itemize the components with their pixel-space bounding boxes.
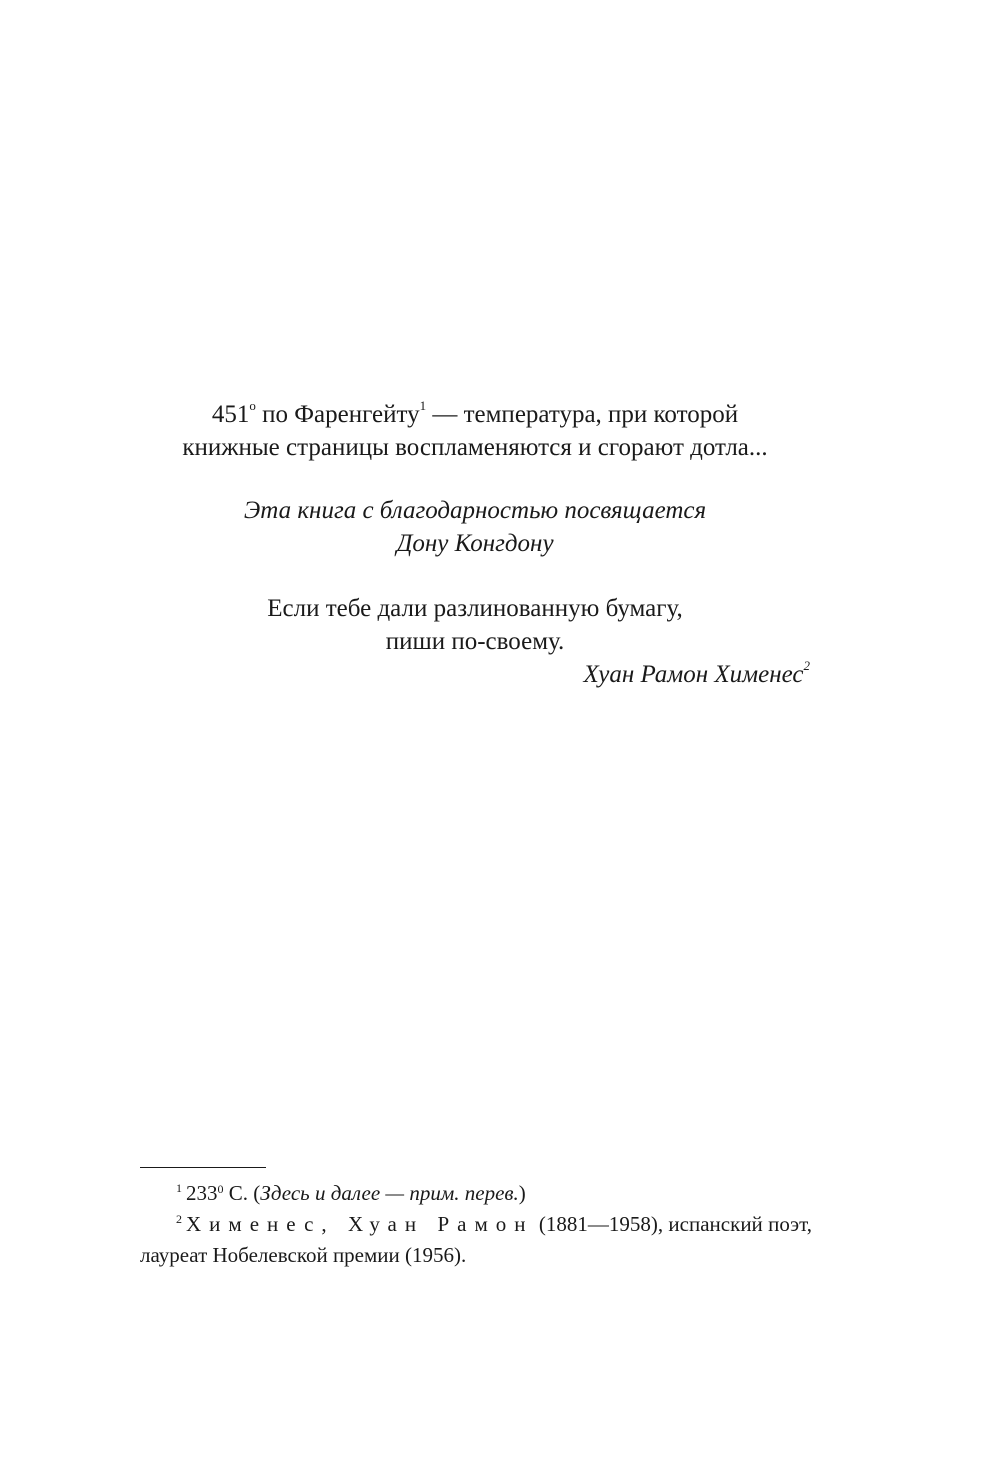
dedication-line-1: Эта книга с благодарностью посвящается: [243, 497, 707, 524]
footnote-ref-1: 1: [419, 397, 427, 413]
epigraph-line-1: [140, 398, 810, 431]
footnote-2-mark: 2: [176, 1212, 182, 1226]
quote-line-2: пиши по-своему.: [385, 628, 565, 655]
footnotes: [140, 1178, 812, 1271]
footnote-1-mark: 1: [176, 1181, 182, 1195]
footnote-2: [140, 1209, 812, 1271]
footnote-divider: [140, 1167, 266, 1168]
footnote-2-name: Хименес, Хуан Рамон: [186, 1212, 534, 1236]
dedication-line-2: Дону Конгдону: [396, 530, 554, 557]
quote: [140, 592, 810, 691]
epigraph-text-middle: по Фаренгейту: [255, 401, 420, 428]
epigraph-line-2: книжные страницы воспламеняются и сгорают дотла...: [182, 434, 768, 461]
dedication: [140, 494, 810, 560]
footnote-1-close: ): [518, 1181, 526, 1205]
footnote-1-value: 233: [186, 1181, 218, 1205]
quote-line-1: Если тебе дали разлинованную бумагу,: [267, 595, 683, 622]
footnote-1-unit: С. (: [223, 1181, 261, 1205]
degree-mark: o: [249, 397, 256, 413]
quote-author-name: Хуан Рамон Хименес: [583, 661, 804, 688]
footnote-1: [140, 1178, 812, 1209]
footnote-1-italic: Здесь и далее — прим. перев.: [260, 1181, 519, 1205]
footnote-1-degree: 0: [217, 1182, 224, 1196]
epigraph: [140, 398, 810, 464]
footnote-ref-2: 2: [803, 657, 810, 673]
quote-author: [140, 658, 810, 691]
epigraph-number: 451: [211, 401, 250, 428]
footnote-2-text: (1881—1958), испанский поэт, лауреат Нобелевской премии (1956).: [140, 1212, 812, 1267]
epigraph-text-after: — температура, при которой: [426, 401, 739, 428]
